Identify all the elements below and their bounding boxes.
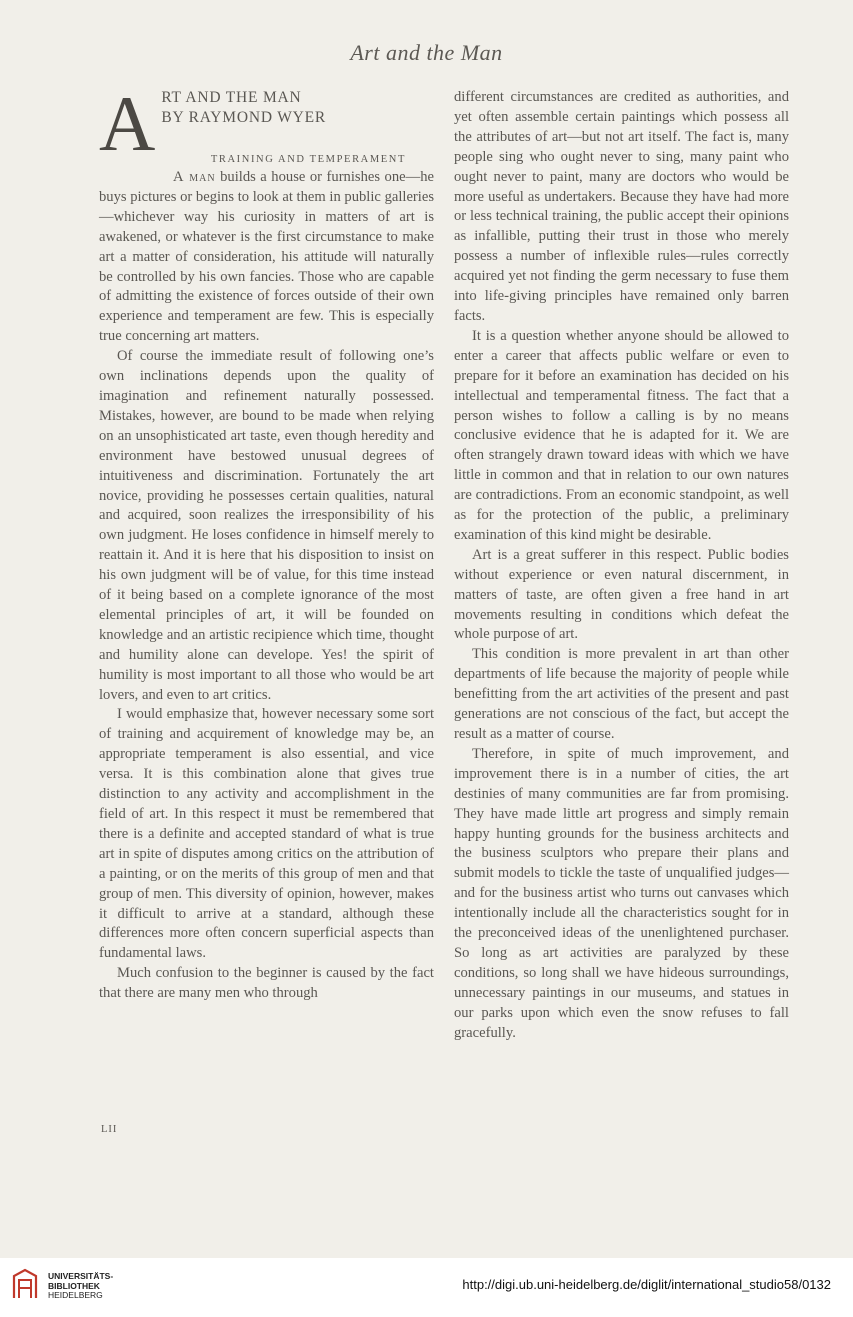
- right-column: [454, 88, 789, 1044]
- paragraph: It is a question whether anyone should be allowed to enter a career that affects public welfare or even to prepare for it before an examination has decided on his intellectual and temperamental fitness. The fact that a person wishes to follow a calling is by no means conclusive evidence that he is adapted for it. We are often strangely drawn toward ideas with which we have little in common and that in relation to our own natures are contradictions. From an economic standpoint, as well as for the protection of the public, a preliminary examination of this kind might be desirable.: [454, 327, 789, 543]
- section-heading: TRAINING AND TEMPERAMENT: [210, 154, 406, 165]
- paragraph: I would emphasize that, however necessary some sort of training and acquirement of knowledge may be, an appropriate temperament is also essential, and vice versa. It is this combination alone that gives true distinction to any activity and accomplishment in the field of art. In this respect it must be remembered that there is a definite and accepted standard of what is true art in spite of disputes among critics on the attribution of a painting, or on the merits of this group of men and that group of men. This diversity of opinion, however, makes it difficult to arrive at a standard, although these differences more often concern superficial aspects than fundamental laws.: [99, 706, 434, 962]
- page-number: LII: [101, 1124, 118, 1135]
- drop-cap: A: [99, 80, 156, 167]
- paragraph: Of course the immediate result of following one’s own inclinations depends upon the quality of imagination and refinement naturally possessed. Mistakes, however, are bound to be made when relying on an unsophisticated art taste, even though heredity and environment have bestowed unusual degrees of intuitiveness and discrimination. Fortunately the art novice, providing he possesses certain qualities, natural and acquired, soon realizes the irresponsibility of his own judgment. He loses confidence in himself merely to reattain it. And it is here that his disposition to insist on his own judgment will be of value, for this time instead of it being based on a complete ignorance of the most elemental principles of art, it will be founded on knowledge and an artistic recipience which time, thought and humility alone can develope. Yes! the spirit of humility is most important to all those who would be art lovers, and even to art critics.: [99, 348, 434, 703]
- lead-paragraph: [99, 168, 434, 347]
- lead-text: builds a house or furnishes one—he buys pictures or begins to look at them in public galleries—whichever way his curiosity in matters of art is awakened, or whatever is the first circumstance to make art a matter of consideration, his attitude will naturally be controlled by his own fancies. Those who are capable of admitting the existence of forces outside of their own experience and temperament are few. This is especially true concerning art matters.: [99, 169, 434, 345]
- digitization-footer: [0, 1258, 853, 1317]
- paragraph: Art is a great sufferer in this respect. Public bodies without experience or even natural discernment, in matters of taste, are often given a free hand in art movements resulting in conditions which defeat the whole purpose of art.: [454, 546, 789, 643]
- lead-smallcaps: A man: [173, 169, 216, 185]
- paragraph: Much confusion to the beginner is caused by the fact that there are many men who through: [99, 965, 434, 1002]
- article-author: BY RAYMOND WYER: [161, 109, 327, 126]
- library-name: UNIVERSITÄTS- BIBLIOTHEK HEIDELBERG: [48, 1271, 114, 1300]
- paragraph: This condition is more prevalent in art than other departments of life because the majority of people while benefitting from the art activities of the present and past generations are not conscious of the fact, but accept the result as a matter of course.: [454, 646, 789, 742]
- running-header: Art and the Man: [350, 40, 503, 65]
- library-logo-icon: [10, 1268, 40, 1302]
- left-column: [99, 80, 434, 1004]
- paragraph: Therefore, in spite of much improvement, and improvement there is in a number of cities, the art destinies of many communities are far from promising. They have made little art progress and simply remain happy hunting grounds for the business architects and the business sculptors who prepare their plans and submit models to tickle the taste of unqualified judges—and for the business artist who turns out canvases which intentionally include all the characteristics sought for in the preconceived ideas of the unenlightened purchaser. So long as art activities are paralyzed by these conditions, so long shall we have hideous surroundings, unnecessary paintings in our museums, and statues in our parks upon which even the snow refuses to fall gracefully.: [454, 745, 789, 1041]
- source-url-link[interactable]: http://digi.ub.uni-heidelberg.de/diglit/international_studio58/0132: [462, 1277, 831, 1292]
- article-title: RT AND THE MAN: [161, 89, 302, 106]
- paragraph: different circumstances are credited as authorities, and yet often assemble certain paintings which possess all the attributes of art—but not art itself. The fact is, many people sing who ought never to sing, many paint who ought never to paint, many are doctors who would be more useful as undertakers. Because they have had more or less technical training, the public accept their opinions as infallible, putting their trust in those who merely possess a number of inflexible rules—rules correctly acquired yet not finding the germ necessary to fuse them into life-giving principles have remained only barren facts.: [454, 89, 789, 324]
